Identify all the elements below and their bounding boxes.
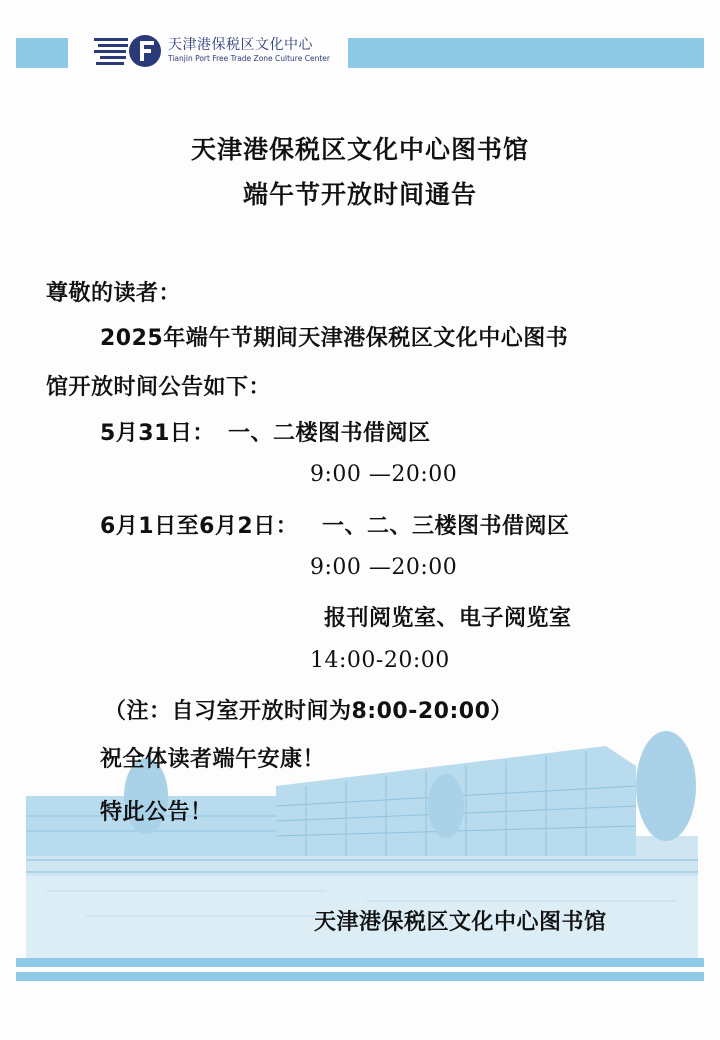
intro-line-2: 馆开放时间公告如下： (46, 375, 272, 400)
salutation: 尊敬的读者： (46, 281, 182, 306)
org-name-cn: 天津港保税区文化中心 (168, 37, 313, 53)
org-logo (92, 30, 342, 70)
signature: 天津港保税区文化中心图书馆 (314, 910, 607, 935)
study-room-note: （注：自习室开放时间为8:00-20:00） (104, 699, 513, 724)
culture-center-logo-icon (92, 30, 162, 70)
day2-hours-reading-rooms: 14:00-20:00 (310, 648, 450, 673)
day2-area-reading-rooms: 报刊阅览室、电子阅览室 (324, 606, 572, 631)
day2-area: 一、二、三楼图书借阅区 (322, 514, 570, 539)
day1-hours: 9:00 —20:00 (310, 462, 458, 487)
closing: 特此公告！ (100, 800, 213, 825)
header-band-right (348, 38, 704, 68)
footer-band-top (16, 958, 704, 967)
day2-hours: 9:00 —20:00 (310, 555, 458, 580)
footer-band-bottom (16, 972, 704, 981)
header-band-left (16, 38, 68, 68)
day1-area: 一、二楼图书借阅区 (228, 421, 431, 446)
notice-subtitle: 端午节开放时间通告 (242, 180, 477, 209)
org-name-en: Tianjin Port Free Trade Zone Culture Center (168, 54, 330, 63)
holiday-wish: 祝全体读者端午安康！ (100, 747, 326, 772)
intro-line-1: 2025年端午节期间天津港保税区文化中心图书 (100, 326, 569, 351)
day2-label: 6月1日至6月2日： (100, 514, 299, 539)
day1-label: 5月31日： (100, 421, 215, 446)
notice-title: 天津港保税区文化中心图书馆 (190, 135, 529, 164)
